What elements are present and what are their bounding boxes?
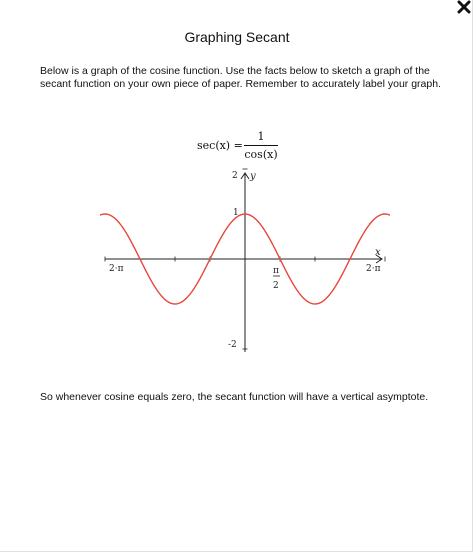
x-axis-label: x (375, 247, 381, 258)
x-tick-label-pi-over-2-num: π (273, 266, 279, 276)
formula-lhs: sec(x) = (197, 139, 243, 152)
outro-paragraph: So whenever cosine equals zero, the secant function will have a vertical asymptote. (40, 391, 429, 403)
close-button[interactable] (456, 0, 472, 15)
y-tick-label-neg2: -2 (228, 340, 237, 350)
formula-numerator: 1 (257, 130, 265, 143)
y-tick-label-2: 2 (232, 171, 238, 181)
y-axis-label: y (250, 171, 256, 182)
formula-denominator: cos(x) (244, 148, 278, 161)
x-tick-label-neg-2pi: 2·π (109, 264, 124, 274)
x-tick-label-2pi: 2·π (366, 264, 381, 274)
intro-paragraph: Below is a graph of the cosine function. Use the facts below to sketch a graph of the secant function on your own piece of paper. Remember to accurately label your graph. (40, 65, 441, 90)
cosine-graph (100, 165, 390, 360)
formula-fraction (244, 130, 278, 161)
x-tick-label-pi-over-2-den: 2 (273, 281, 279, 291)
close-icon (456, 0, 472, 15)
fraction-bar (244, 145, 278, 146)
page-title: Graphing Secant (184, 29, 290, 45)
y-tick-label-1: 1 (233, 208, 239, 218)
cosine-plot (100, 165, 390, 355)
